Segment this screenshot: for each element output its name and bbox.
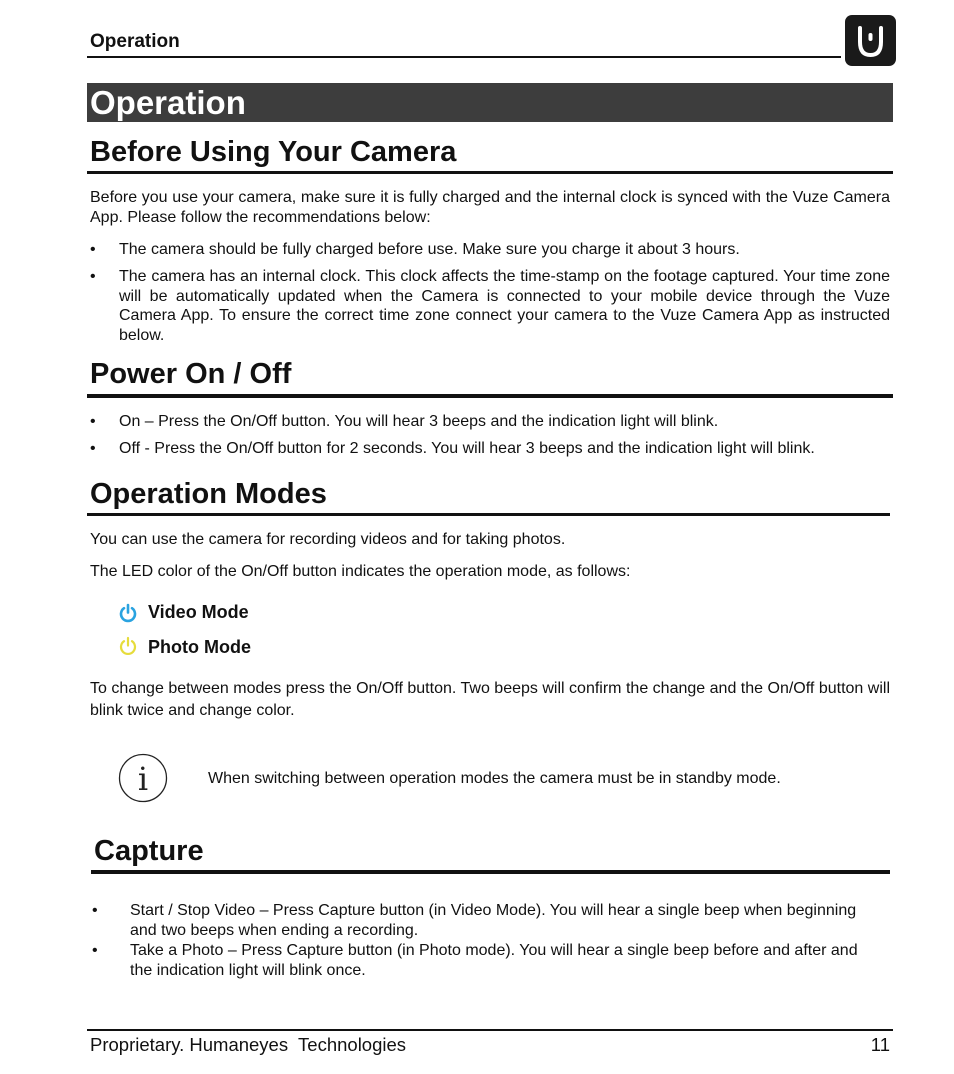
modes-para-1: You can use the camera for recording videos and for taking photos. <box>90 531 566 548</box>
before-bullet-1: The camera should be fully charged before use. Make sure you charge it about 3 hours. <box>119 241 740 258</box>
modes-para-3: To change between modes press the On/Off button. Two beeps will confirm the change and the On/Off button will blink twice and change color. <box>90 680 890 719</box>
bullet-dot: • <box>92 942 98 959</box>
power-icon-blue <box>118 603 138 623</box>
bullet-dot: • <box>90 268 96 285</box>
footer-company: Proprietary. Humaneyes Technologies <box>90 1034 407 1055</box>
bullet-dot: • <box>90 241 96 258</box>
svg-text:i: i <box>137 760 149 798</box>
before-bullet-2: The camera has an internal clock. This clock affects the time-stamp on the footage captured. Your time zone will be automatically updated when the Camera is connected to your mobile device through the Vuze Camera App. To ensure the correct time zone connect your camera to the Vuze Camera App as instructed below. <box>119 268 890 344</box>
heading-rule-modes <box>87 513 890 516</box>
heading-capture: Capture <box>94 835 204 867</box>
info-icon <box>117 752 169 804</box>
bullet-dot: • <box>90 413 96 430</box>
header-rule <box>87 56 841 58</box>
chapter-banner <box>87 83 893 122</box>
before-intro: Before you use your camera, make sure it is fully charged and the internal clock is synced with the Vuze Camera App. Please follow the recommendations below: <box>90 189 890 226</box>
heading-before-using: Before Using Your Camera <box>90 136 457 168</box>
modes-note: When switching between operation modes the camera must be in standby mode. <box>208 770 781 787</box>
footer-rule <box>87 1029 893 1031</box>
heading-rule-capture <box>91 870 890 874</box>
page-number: 11 <box>870 1034 890 1055</box>
power-bullet-off: Off - Press the On/Off button for 2 seconds. You will hear 3 beeps and the indication light will blink. <box>119 440 815 457</box>
mode-label-video: Video Mode <box>148 602 249 622</box>
modes-para-2: The LED color of the On/Off button indicates the operation mode, as follows: <box>90 563 631 580</box>
vuze-logo-icon <box>845 15 896 66</box>
bullet-dot: • <box>92 902 98 919</box>
mode-label-photo: Photo Mode <box>148 637 251 657</box>
running-header-title: Operation <box>90 31 180 52</box>
power-icon-yellow <box>118 636 138 656</box>
capture-bullet-video: Start / Stop Video – Press Capture button (in Video Mode). You will hear a single beep when beginning and two beeps when ending a recording. <box>130 902 857 939</box>
chapter-title: Operation <box>90 84 246 121</box>
heading-rule-before <box>87 171 893 174</box>
heading-rule-power <box>87 394 893 398</box>
bullet-dot: • <box>90 440 96 457</box>
power-bullet-on: On – Press the On/Off button. You will hear 3 beeps and the indication light will blink. <box>119 413 719 430</box>
heading-operation-modes: Operation Modes <box>90 478 327 510</box>
capture-bullet-photo: Take a Photo – Press Capture button (in Photo mode). You will hear a single beep before and after and the indication light will blink once. <box>130 942 858 979</box>
heading-power: Power On / Off <box>90 358 292 390</box>
